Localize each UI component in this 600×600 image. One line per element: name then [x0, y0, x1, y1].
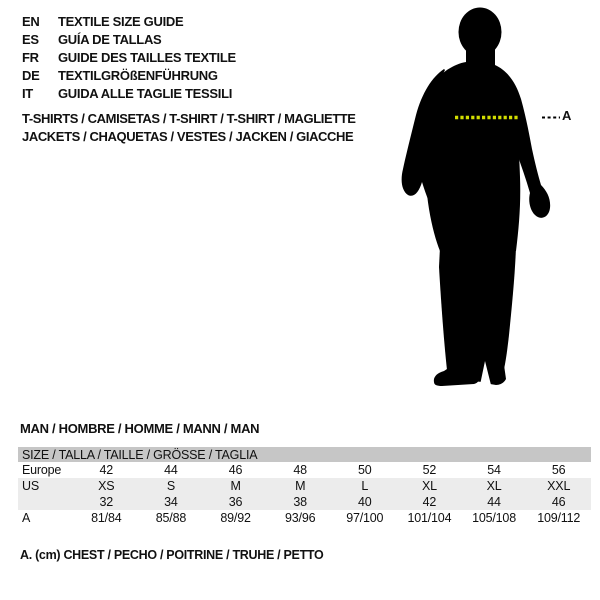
- language-row: [22, 31, 236, 49]
- table-cell: 52: [422, 463, 437, 477]
- table-cell: 44: [462, 494, 527, 510]
- table-cell: 36: [203, 494, 268, 510]
- table-cell: 38: [268, 494, 333, 510]
- table-cell: 105/108: [472, 511, 516, 525]
- language-label: GUÍA DE TALLAS: [58, 32, 162, 47]
- table-cell: 44: [164, 463, 178, 477]
- language-row: [22, 49, 236, 67]
- language-row: [22, 67, 236, 85]
- language-code: FR: [22, 50, 39, 65]
- legs-shape: [439, 247, 516, 383]
- language-row: [22, 13, 236, 31]
- table-cell: XS: [74, 478, 139, 494]
- language-label: TEXTILE SIZE GUIDE: [58, 14, 184, 29]
- table-cell: 85/88: [155, 511, 187, 525]
- table-cell: 48: [293, 463, 307, 477]
- table-cell: XL: [397, 478, 462, 494]
- language-code: DE: [22, 68, 40, 83]
- table-cell: 32: [74, 494, 139, 510]
- category-line-jackets: JACKETS / CHAQUETAS / VESTES / JACKEN / GIACCHE: [22, 129, 354, 144]
- table-row-a-chest: [18, 510, 591, 526]
- language-code: EN: [22, 14, 40, 29]
- table-cell: 109/112: [537, 511, 581, 525]
- table-cell: 89/92: [220, 511, 251, 525]
- table-header-row: [18, 447, 591, 462]
- table-row-us: [18, 478, 591, 494]
- language-row: [22, 85, 236, 103]
- table-cell: 81/84: [91, 511, 122, 525]
- table-cell: 50: [358, 463, 372, 477]
- measure-label-a: A: [562, 108, 572, 123]
- language-list: [22, 13, 236, 103]
- row-label: US: [18, 478, 74, 494]
- section-title: MAN / HOMBRE / HOMME / MANN / MAN: [20, 421, 260, 436]
- language-label: GUIDA ALLE TAGLIE TESSILI: [58, 86, 233, 101]
- row-label: [18, 494, 74, 510]
- language-code: IT: [22, 86, 33, 101]
- table-row-europe: [18, 462, 591, 478]
- row-label: Europe: [22, 463, 62, 477]
- table-cell: M: [268, 478, 333, 494]
- table-cell: M: [203, 478, 268, 494]
- table-cell: 54: [487, 463, 501, 477]
- table-cell: 46: [526, 494, 591, 510]
- table-cell: S: [139, 478, 204, 494]
- table-cell: 40: [333, 494, 398, 510]
- table-cell: 46: [228, 463, 243, 477]
- language-code: ES: [22, 32, 39, 47]
- table-cell: XXL: [526, 478, 591, 494]
- table-row-uk: [18, 494, 591, 510]
- man-silhouette-figure: [400, 5, 570, 395]
- category-list: [22, 110, 356, 146]
- table-cell: 93/96: [285, 511, 316, 525]
- language-label: GUIDE DES TAILLES TEXTILE: [58, 50, 236, 65]
- table-cell: 97/100: [346, 511, 384, 525]
- table-cell: L: [333, 478, 398, 494]
- table-cell: 34: [139, 494, 204, 510]
- category-line-tshirts: T-SHIRTS / CAMISETAS / T-SHIRT / T-SHIRT / MAGLIETTE: [22, 111, 356, 126]
- row-label: A: [22, 511, 31, 525]
- table-cell: 42: [397, 494, 462, 510]
- front-shoe-shape: [434, 367, 479, 386]
- man-silhouette: [400, 5, 570, 395]
- table-cell: 56: [551, 463, 566, 477]
- table-cell: 101/104: [407, 511, 452, 525]
- table-cell: XL: [462, 478, 527, 494]
- table-cell: 42: [99, 463, 114, 477]
- size-table: [18, 447, 591, 526]
- table-header-label: SIZE / TALLA / TAILLE / GRÖSSE / TAGLIA: [18, 447, 591, 462]
- language-label: TEXTILGRÖßENFÜHRUNG: [58, 68, 218, 83]
- measurement-footnote: A. (cm) CHEST / PECHO / POITRINE / TRUHE / PETTO: [20, 548, 324, 562]
